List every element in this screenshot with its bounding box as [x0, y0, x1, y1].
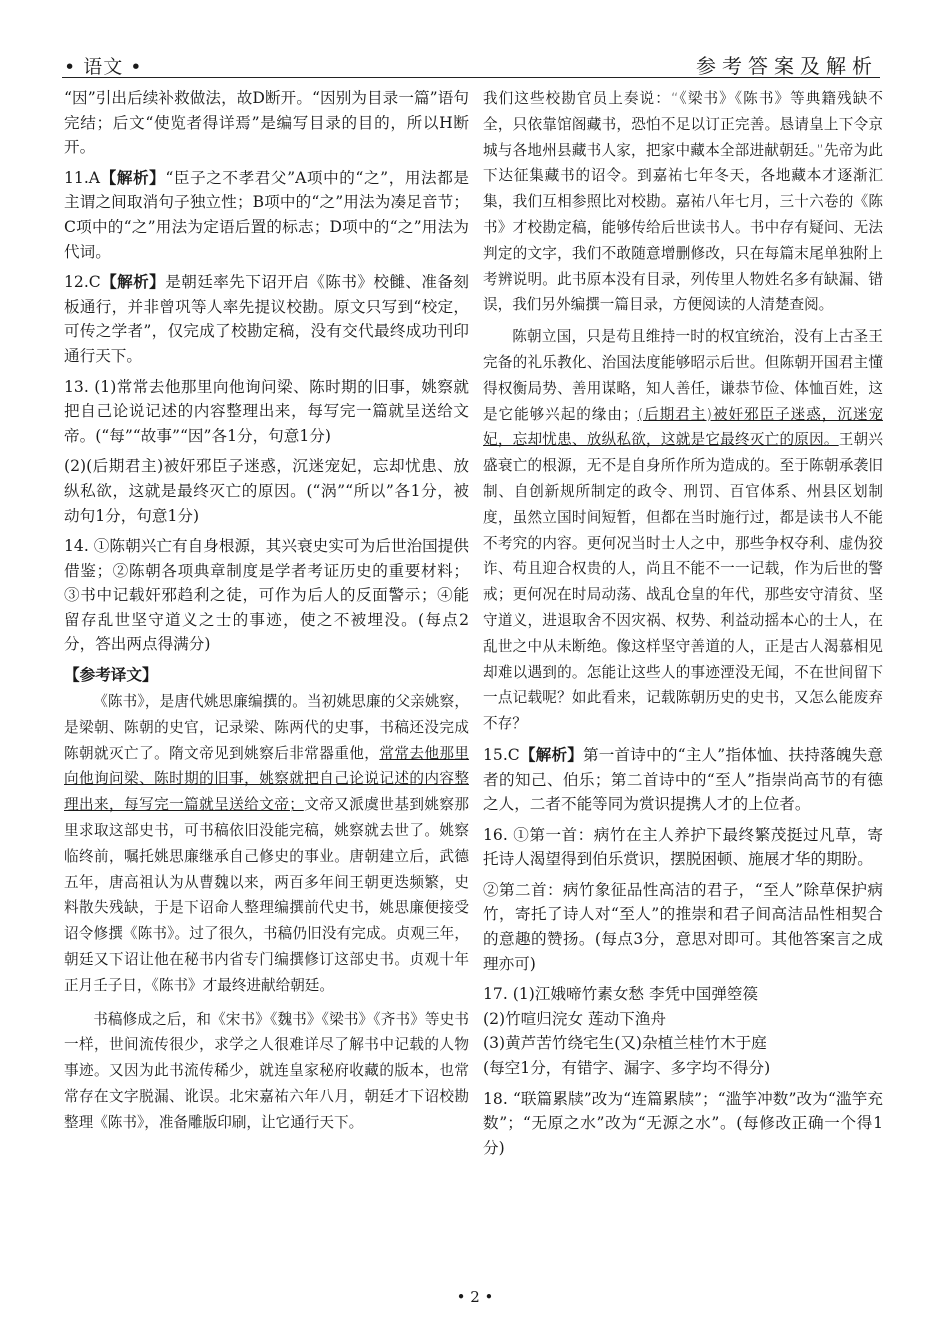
page-number: • 2 •	[456, 1288, 494, 1306]
translation-1-underlined: 常常去他那里向他询问梁、陈时期的旧事，姚察就把自己论说记述的内容整理出来，每写完一篇就呈送给文帝；	[64, 744, 469, 814]
answer-11-number: 11.A	[64, 168, 101, 187]
translation-paragraph-1	[64, 689, 469, 999]
answer-15-tag: 【解析】	[519, 744, 583, 764]
translation-1-b: 文帝又派虞世基到姚察那里求取这部史书，可书稿依旧没能完稿，姚察就去世了。姚察临终前，嘱托姚思廉继承自己修史的事业。唐朝建立后，武德五年，唐高祖认为从曹魏以来，两百多年间王朝更迭频繁，史料散失残缺，于是下诏命人整理编撰前代史书，姚思廉便接受诏令修撰《陈书》。过了很久，书稿仍旧没有完成。贞观三年，朝廷又下诏让他在秘书内省专门编撰修订这部史书。贞观十年正月壬子日，《陈书》才最终进献给朝廷。	[64, 796, 469, 994]
answer-17-line1: 17. (1)江娥啼竹素女愁 李凭中国弹箜篌	[483, 985, 759, 1004]
translation-paragraph-2: 书稿修成之后，和《宋书》《魏书》《梁书》《齐书》等史书一样，世间流传很少，求学之人很难详尽了解书中记载的人物事迹。又因为此书流传稀少，就连皇家秘府收藏的版本，也常常存在文字脱漏、讹误。北宋嘉祐六年八月，朝廷才下诏校勘整理《陈书》，准备雕版印刷，让它通行天下。	[64, 1010, 469, 1131]
translation-paragraph-3: 我们这些校勘官员上奏说：“《梁书》《陈书》等典籍残缺不全，只依靠馆阁藏书，恐怕不足以订正完善。恳请皇上下令京城与各地州县藏书人家，把家中藏本全部进献朝廷。”先帝为此下达征集藏书的诏令。到嘉祐七年冬天，各地藏本才逐渐汇集，我们互相参照比对校勘。嘉祐八年七月，三十六卷的《陈书》才校勘定稿，能够传给后世读书人。书中存有疑问、无法判定的文字，我们不敢随意增删修改，只在每篇末尾单独附上考辨说明。此书原本没有目录，列传里人物姓名多有缺漏、错误，我们另外编撰一篇目录，方便阅读的人清楚查阅。	[483, 90, 883, 314]
answer-12-number: 12.C	[64, 273, 101, 292]
translation-paragraph-4	[483, 324, 883, 737]
answer-16-part2: ②第二首：病竹象征品性高洁的君子，“至人”除草保护病竹，寄托了诗人对“至人”的推崇和君子间高洁品性相契合的意趣的赞扬。(每点3分，意思对即可。其他答案言之成理亦可)	[483, 880, 883, 973]
answer-17-scoring: (每空1分，有错字、漏字、多字均不得分)	[483, 1059, 771, 1078]
answer-15	[483, 743, 883, 817]
answer-17-line3: (3)黄芦苦竹绕宅生(又)杂植兰桂竹木于庭	[483, 1034, 767, 1053]
header-left: • 语文 •	[64, 56, 143, 78]
answer-15-text: 第一首诗中的“主人”指体恤、扶持落魄失意者的知己、伯乐；第二首诗中的“至人”指崇尚高节的有德之人，二者不能等同为赏识提携人才的上位者。	[483, 745, 883, 814]
answer-11-tag: 【解析】	[100, 167, 166, 187]
translation-4-a: 陈朝立国，只是苟且维持一时的权宜统治，没有上古圣王完备的礼乐教化、治国法度能够昭示后世。但陈朝开国君主懂得权衡局势、善用谋略，知人善任，谦恭节俭、体恤百姓，这是它能够兴起的缘由；	[483, 328, 883, 423]
answer-10-continued: “因”引出后续补救做法，故D断开。“因别为目录一篇”语句完结；后文“使览者得详焉”是编写目录的目的，所以H断开。	[64, 89, 469, 157]
answer-18: 18. “联篇累牍”改为“连篇累牍”；“滥竽冲数”改为“滥竽充数”；“无原之水”改为“无源之水”。(每修改正确一个得1分)	[483, 1089, 883, 1157]
left-column	[64, 86, 469, 1136]
answer-17-line2: (2)竹喧归浣女 莲动下渔舟	[483, 1009, 666, 1028]
translation-4-underlined: (后期君主)被奸邪臣子迷惑，沉迷宠妃，忘却忧患、放纵私欲，这就是它最终灭亡的原因。	[483, 405, 883, 449]
translation-4-b: 王朝兴盛衰亡的根源，无不是自身所作所为造成的。至于陈朝承袭旧制、自创新规所制定的政令、刑罚、百官体系、州县区划制度，虽然立国时间短暂，但都在当时施行过，都是读书人不能不考究的内容。更何况当时士人之中，那些争权夺利、虚伪狡诈、苟且迎合权贵的人，尚且不能不一一记载，作为后世的警戒；更何况在时局动荡、战乱仓皇的年代，那些安守清贫、坚守道义，进退取舍不因灾祸、权势、利益动摇本心的士人，在乱世之中从未断绝。像这样坚守善道的人，正是古人渴慕相见却难以遇到的。怎能让这些人的事迹湮没无闻，不在世间留下一点记载呢？如此看来，记载陈朝历史的史书，又怎么能废弃不存？	[483, 431, 883, 733]
answer-12-tag: 【解析】	[100, 272, 166, 292]
answer-15-number: 15.C	[483, 745, 520, 764]
answer-14: 14. ①陈朝兴亡有自身根源，其兴衰史实可为后世治国提供借鉴；②陈朝各项典章制度是学者考证历史的重要材料；③书中记载奸邪趋利之徒，可作为后人的反面警示；④能留存乱世坚守道义之士的事迹，使之不被埋没。(每点2分，答出两点得满分)	[64, 537, 469, 654]
right-column	[483, 86, 883, 1166]
answer-13-part1: 13. (1)常常去他那里向他询问梁、陈时期的旧事，姚察就把自己论说记述的内容整理出来，每写完一篇就呈送给文帝。(“每”“故事”“因”各1分，句意1分)	[64, 377, 469, 445]
answer-16-part1: 16. ①第一首：病竹在主人养护下最终繁茂挺过凡草，寄托诗人渴望得到伯乐赏识，摆脱困顿、施展才华的期盼。	[483, 825, 883, 869]
answer-12	[64, 270, 469, 368]
header-right: 参考答案及解析	[696, 54, 878, 78]
translation-1-a: 《陈书》，是唐代姚思廉编撰的。当初姚思廉的父亲姚察，是梁朝、陈朝的史官，记录梁、陈两代的史事，书稿还没完成陈朝就灭亡了。隋文帝见到姚察后非常器重他，	[64, 693, 469, 762]
header-rule	[62, 77, 880, 78]
answer-13-part2: (2)(后期君主)被奸邪臣子迷惑，沉迷宠妃，忘却忧患、放纵私欲，这就是最终灭亡的原因。(“涡”“所以”各1分，被动句1分，句意1分)	[64, 457, 469, 525]
answer-12-text: 是朝廷率先下诏开启《陈书》校雠、准备刻板通行，并非曾巩等人率先提议校勘。原文只写到“校定，可传之学者”，仅完成了校勘定稿，没有交代最终成功刊印通行天下。	[64, 273, 469, 365]
reference-translation-heading: 【参考译文】	[64, 665, 158, 685]
answer-11-text: “臣子之不孝君父”A项中的“之”，用法都是主谓之间取消句子独立性；B项中的“之”用法为凑足音节；C项中的“之”用法为定语后置的标志；D项中的“之”用法为代词。	[64, 168, 469, 261]
answer-11	[64, 166, 469, 264]
